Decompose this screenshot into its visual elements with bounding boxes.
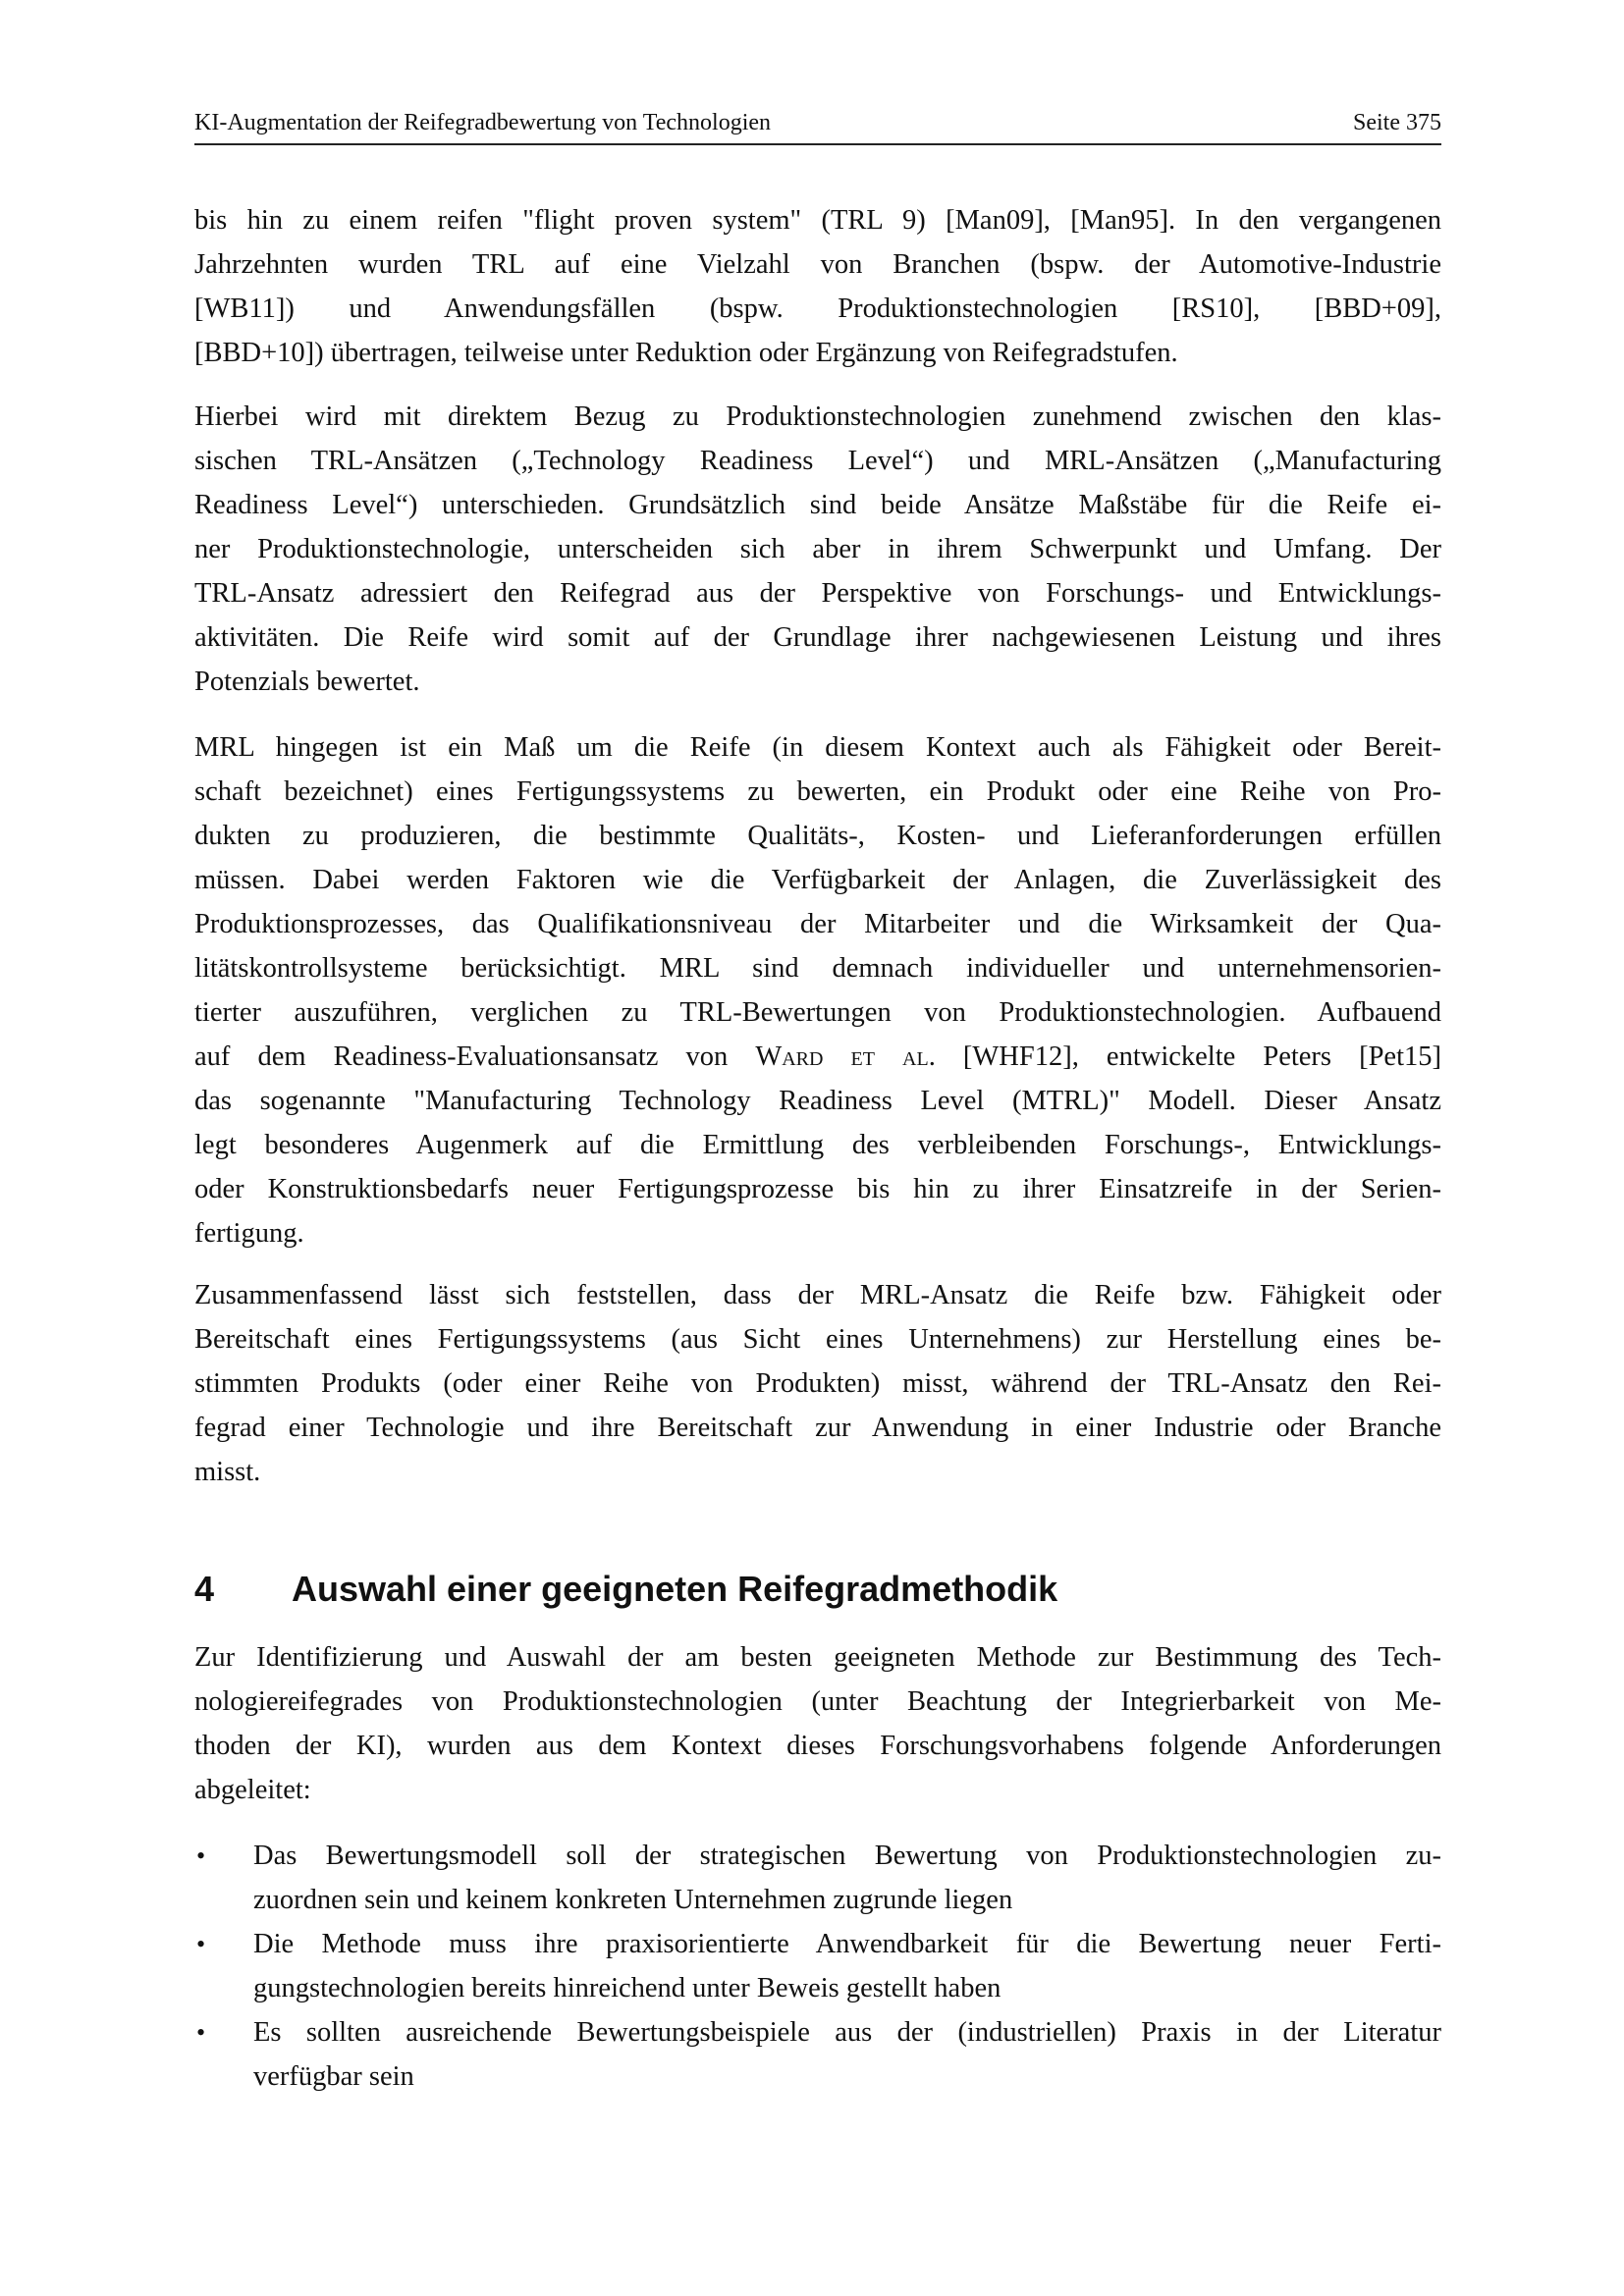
text-line: schaft bezeichnet) eines Fertigungssystems zu bewerten, ein Produkt oder eine Reihe von Pro- <box>194 776 1441 807</box>
paragraph-3 <box>194 725 1441 1255</box>
section-number: 4 <box>194 1569 215 1609</box>
text-line: dukten zu produzieren, die bestimmte Qualitäts-, Kosten- und Lieferanforderungen erfüllen <box>194 821 1441 851</box>
text-line: [BBD+10]) übertragen, teilweise unter Reduktion oder Ergänzung von Reifegradstufen. <box>194 338 1178 368</box>
text-line: [WB11]) und Anwendungsfällen (bspw. Produktionstechnologien [RS10], [BBD+09], <box>194 294 1441 324</box>
text-line: nologiereifegrades von Produktionstechnologien (unter Beachtung der Integrierbarkeit von Me- <box>194 1686 1441 1717</box>
header-title: KI-Augmentation der Reifegradbewertung von Technologien <box>194 110 772 135</box>
requirements-list <box>194 1834 1441 2099</box>
paragraph-2 <box>194 395 1441 704</box>
text-line: müssen. Dabei werden Faktoren wie die Verfügbarkeit der Anlagen, die Zuverlässigkeit des <box>194 865 1441 895</box>
text-line: abgeleitet: <box>194 1775 311 1805</box>
running-header <box>194 108 1441 145</box>
list-item <box>194 1922 1441 2010</box>
text-line: Hierbei wird mit direktem Bezug zu Produktionstechnologien zunehmend zwischen den klas- <box>194 401 1441 432</box>
text-line: Es sollten ausreichende Bewertungsbeispiele aus der (industriellen) Praxis in der Literatur <box>253 2017 1441 2048</box>
text-line: thoden der KI), wurden aus dem Kontext dieses Forschungsvorhabens folgende Anforderungen <box>194 1731 1441 1761</box>
text-line: TRL-Ansatz adressiert den Reifegrad aus der Perspektive von Forschungs- und Entwicklungs- <box>194 578 1441 609</box>
text-line: bis hin zu einem reifen "flight proven system" (TRL 9) [Man09], [Man95]. In den vergangenen <box>194 205 1441 236</box>
paragraph-5 <box>194 1635 1441 1812</box>
text-line: Zur Identifizierung und Auswahl der am besten geeigneten Methode zur Bestimmung des Tech- <box>194 1642 1441 1673</box>
text-line: zuordnen sein und keinem konkreten Unternehmen zugrunde liegen <box>253 1885 1013 1915</box>
bullet-icon: • <box>196 1930 206 1958</box>
text-line: sischen TRL-Ansätzen („Technology Readiness Level“) und MRL-Ansätzen („Manufacturing <box>194 446 1441 476</box>
list-item <box>194 1834 1441 1922</box>
text-line: oder Konstruktionsbedarfs neuer Fertigungsprozesse bis hin zu ihrer Einsatzreife in der Serien- <box>194 1174 1441 1204</box>
text-line: fegrad einer Technologie und ihre Bereitschaft zur Anwendung in einer Industrie oder Branche <box>194 1413 1441 1443</box>
text-line: litätskontrollsysteme berücksichtigt. MRL sind demnach individueller und unternehmensorien- <box>194 953 1441 984</box>
text-line: misst. <box>194 1457 261 1487</box>
text-line: gungstechnologien bereits hinreichend unter Beweis gestellt haben <box>253 1973 1001 2003</box>
bullet-icon: • <box>196 1842 206 1870</box>
text-line: Bereitschaft eines Fertigungssystems (aus Sicht eines Unternehmens) zur Herstellung eines be- <box>194 1324 1441 1355</box>
bullet-icon: • <box>196 2018 206 2047</box>
text-segment: auf dem Readiness-Evaluationsansatz von <box>194 1041 756 1072</box>
text-line: Zusammenfassend lässt sich feststellen, dass der MRL-Ansatz die Reife bzw. Fähigkeit oder <box>194 1280 1441 1310</box>
text-line: das sogenannte "Manufacturing Technology Readiness Level (MTRL)" Modell. Dieser Ansatz <box>194 1086 1441 1116</box>
text-line: Die Methode muss ihre praxisorientierte Anwendbarkeit für die Bewertung neuer Ferti- <box>253 1929 1441 1959</box>
text-line: ner Produktionstechnologie, unterscheiden sich aber in ihrem Schwerpunkt und Umfang. Der <box>194 534 1441 564</box>
page-number: Seite 375 <box>1353 110 1441 135</box>
paragraph-1 <box>194 198 1441 375</box>
list-item <box>194 2010 1441 2099</box>
section-title: Auswahl einer geeigneten Reifegradmethodik <box>292 1569 1058 1609</box>
text-line: verfügbar sein <box>253 2061 414 2092</box>
text-line: fertigung. <box>194 1218 304 1249</box>
text-line: Potenzials bewertet. <box>194 667 420 697</box>
text-line: legt besonderes Augenmerk auf die Ermittlung des verbleibenden Forschungs-, Entwicklungs- <box>194 1130 1441 1160</box>
text-line: Das Bewertungsmodell soll der strategischen Bewertung von Produktionstechnologien zu- <box>253 1841 1441 1871</box>
text-line <box>194 1035 1441 1079</box>
text-line: aktivitäten. Die Reife wird somit auf der Grundlage ihrer nachgewiesenen Leistung und ihres <box>194 622 1441 653</box>
text-line: stimmten Produkts (oder einer Reihe von Produkten) misst, während der TRL-Ansatz den Rei- <box>194 1368 1441 1399</box>
text-line: Produktionsprozesses, das Qualifikationsniveau der Mitarbeiter und die Wirksamkeit der Qua- <box>194 909 1441 939</box>
text-line: Jahrzehnten wurden TRL auf eine Vielzahl von Branchen (bspw. der Automotive-Industrie <box>194 249 1441 280</box>
text-segment: [WHF12], entwickelte Peters [Pet15] <box>935 1041 1441 1072</box>
text-line: tierter auszuführen, verglichen zu TRL-Bewertungen von Produktionstechnologien. Aufbauend <box>194 997 1441 1028</box>
author-name: Ward et al. <box>755 1041 936 1072</box>
text-line: MRL hingegen ist ein Maß um die Reife (in diesem Kontext auch als Fähigkeit oder Bereit- <box>194 732 1441 763</box>
paragraph-4 <box>194 1273 1441 1494</box>
text-line: Readiness Level“) unterschieden. Grundsätzlich sind beide Ansätze Maßstäbe für die Reife ei- <box>194 490 1441 520</box>
